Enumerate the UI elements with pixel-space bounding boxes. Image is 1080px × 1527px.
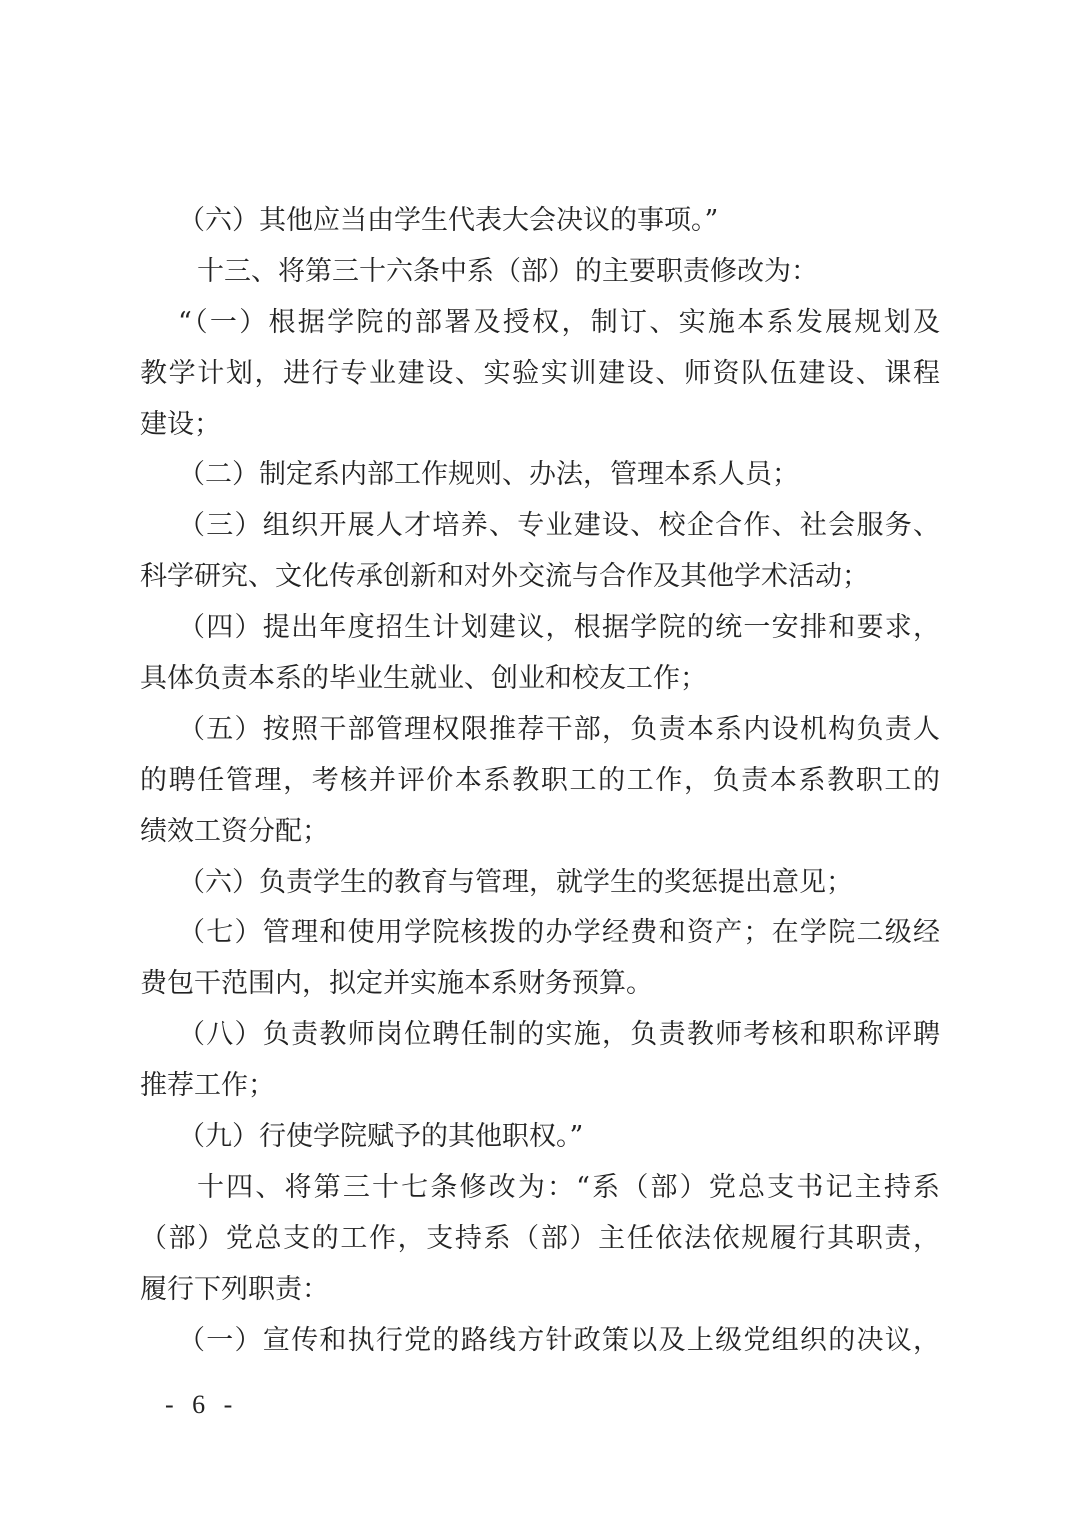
text-line: “（一）根据学院的部署及授权，制订、实施本系发展规划及 (178, 306, 940, 338)
text-line: 十三、将第三十六条中系（部）的主要职责修改为： (197, 255, 818, 287)
text-line: 教学计划，进行专业建设、实验实训建设、师资队伍建设、课程 (140, 357, 940, 389)
text-line: （六）其他应当由学生代表大会决议的事项。” (178, 205, 719, 236)
text-line: （部）党总支的工作，支持系（部）主任依法依规履行其职责， (140, 1222, 940, 1254)
text-line: 建设； (140, 408, 221, 440)
document-body (140, 196, 940, 1366)
text-line: （八）负责教师岗位聘任制的实施，负责教师考核和职称评聘 (178, 1019, 940, 1051)
text-line: （一）宣传和执行党的路线方针政策以及上级党组织的决议， (178, 1324, 940, 1356)
text-line: （二）制定系内部工作规则、办法，管理本系人员； (178, 459, 799, 491)
text-line: （四）提出年度招生计划建议，根据学院的统一安排和要求， (178, 612, 940, 644)
text-line: 推荐工作； (140, 1070, 275, 1102)
text-line: 科学研究、文化传承创新和对外交流与合作及其他学术活动； (140, 561, 869, 593)
text-line: 费包干范围内，拟定并实施本系财务预算。 (140, 968, 653, 1000)
text-line: （五）按照干部管理权限推荐干部，负责本系内设机构负责人 (178, 713, 940, 745)
text-line: 十四、将第三十七条修改为：“系（部）党总支书记主持系 (197, 1171, 940, 1203)
text-line: 绩效工资分配； (140, 815, 329, 847)
text-line: （六）负责学生的教育与管理，就学生的奖惩提出意见； (178, 866, 853, 898)
text-line: 履行下列职责： (140, 1273, 329, 1305)
text-line: 具体负责本系的毕业生就业、创业和校友工作； (140, 663, 707, 695)
text-line: （三）组织开展人才培养、专业建设、校企合作、社会服务、 (178, 510, 940, 542)
text-line: （九）行使学院赋予的其他职权。” (178, 1121, 584, 1153)
page-number: - 6 - (165, 1390, 239, 1419)
text-line: 的聘任管理，考核并评价本系教职工的工作，负责本系教职工的 (140, 764, 940, 796)
text-line: （七）管理和使用学院核拨的办学经费和资产；在学院二级经 (178, 917, 940, 949)
